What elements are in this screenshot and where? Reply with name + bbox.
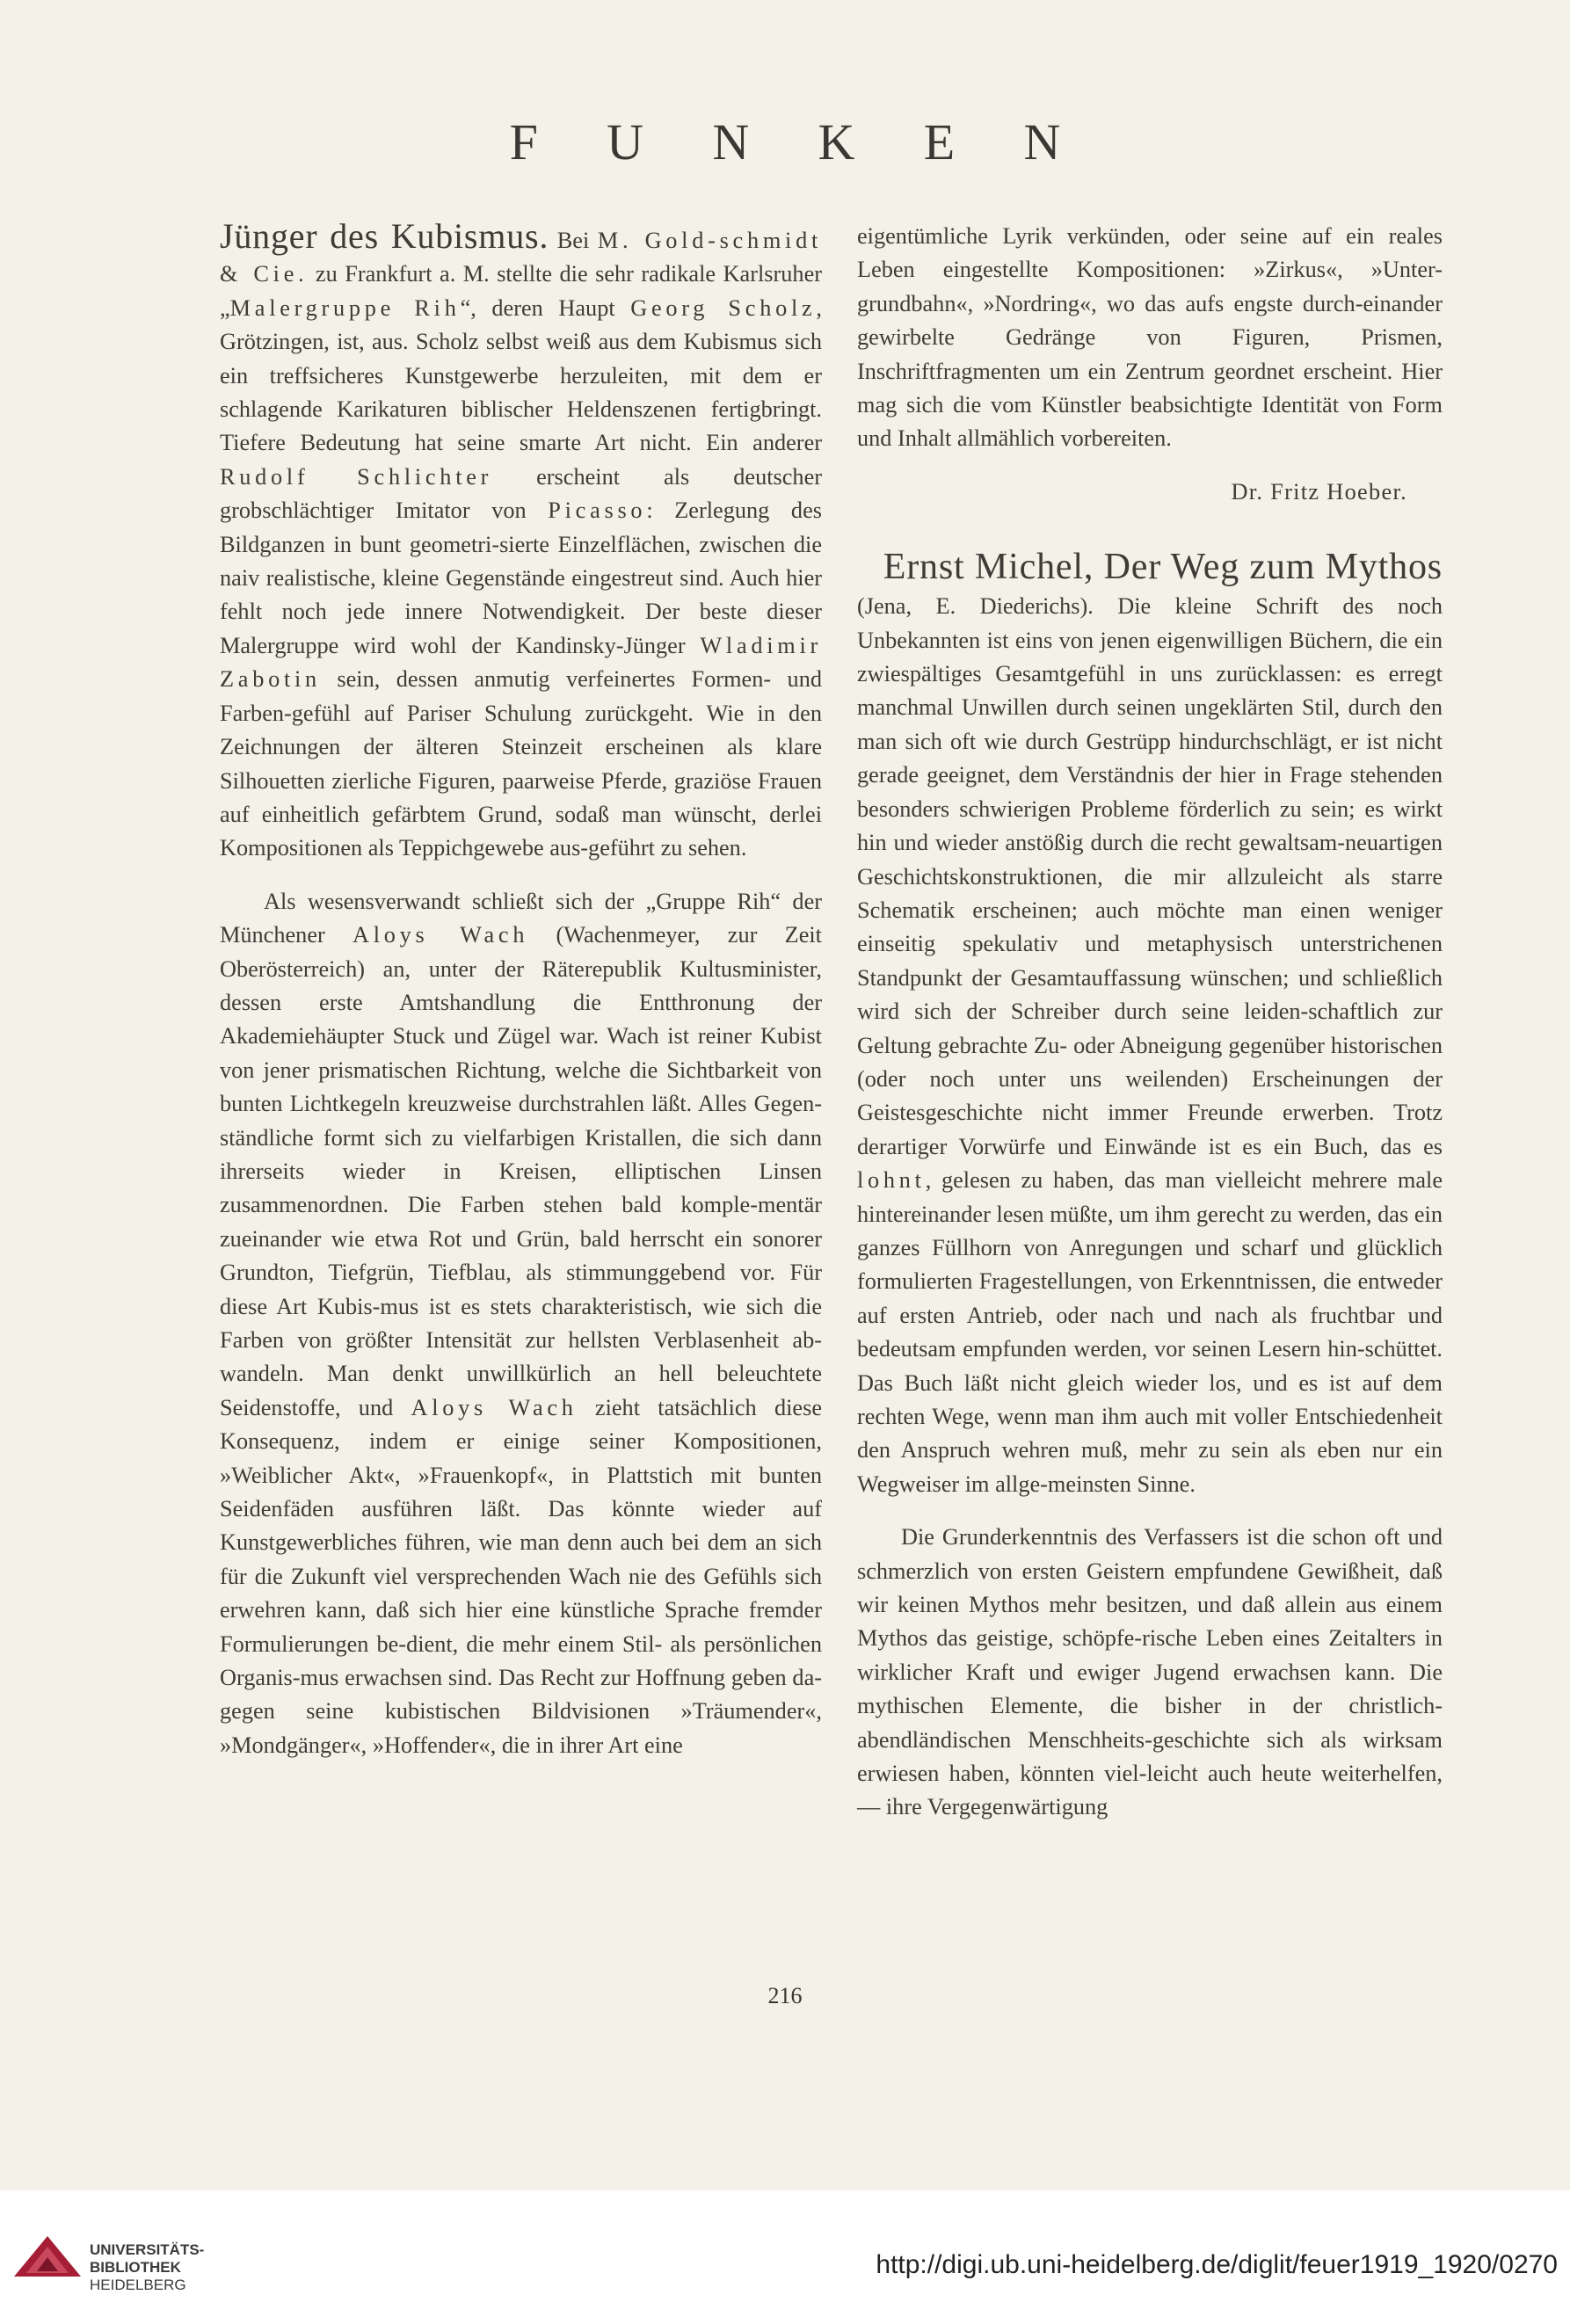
text-span: , gelesen zu haben, das man vielleicht mehrere male hintereinander lesen müßte, um ihm gerecht zu werden, das ein ganzes Füllhorn von Anregungen und scharf und glücklich formulierten Fragestellungen, von Erkenntnissen, die entweder auf ersten Antrieb, oder nach und nach als fruchtbar und bedeutsam empfunden werden, vor seinen Lesern hin-schüttet. Das Buch läßt nicht gleich wieder los, und es ist auf dem rechten Wege, wenn man ihm auch mit voller Entschiedenheit den Anspruch wehren muß, mehr zu sein als eben nur ein Wegweiser im allge-meinsten Sinne. [857, 1167, 1443, 1497]
text-span: zu Frankfurt a. M. stellte die sehr radikale Karlsruher „ [220, 261, 822, 321]
text-span: : Zerlegung des Bildganzen in bunt geometri-sierte Einzelflächen, zwischen die naiv realistische, kleine Gegenstände eingestreut sind. Auch hier fehlt noch jede innere Notwendigkeit. Der beste dieser Malergruppe wird wohl der Kandinsky-Jünger [220, 497, 822, 658]
library-name-line: HEIDELBERG [90, 2277, 186, 2293]
name-rudolf-schlichter: Rudolf Schlichter [220, 463, 493, 490]
name-wladimir-zabotin: Wladimir Zabotin [220, 632, 822, 693]
text-span: zieht tatsächlich diese Konsequenz, indem er einige seiner Kompositionen, »Weiblicher Akt«, »Frauenkopf«, in Plattstich mit bunten Seidenfäden ausführen läßt. Das könnte wieder auf Kunstgewerbliches führen, wie man denn auch bei dem an sich für die Zukunft viel versprechenden Wach nie des Gefühls sich erwehren kann, daß sich hier eine künstliche Sprache fremder Formulierungen be-dient, die mehr einem Stil- als persönlichen Organis-mus erwachsen sind. Das Recht zur Hoffnung geben da-gegen seine kubistischen Bildvisionen »Träumender«, »Mondgänger«, »Hoffender«, die in ihrer Art eine [220, 1394, 822, 1758]
left-column [220, 216, 823, 1762]
name-georg-scholz: Georg Scholz [630, 294, 817, 321]
right-column [857, 220, 1443, 1825]
text-span: Als wesensverwandt schließt sich der „Gruppe Rih“ der Münchener [220, 888, 822, 948]
text-span: “, deren Haupt [460, 294, 631, 321]
source-url-link[interactable]: http://digi.ub.uni-heidelberg.de/diglit/feuer1919_1920/0270 [876, 2250, 1558, 2279]
left-paragraph-1 [220, 216, 823, 866]
text-span: erscheint als deutscher grobschlächtiger Imitator von [220, 463, 823, 524]
library-name-line: BIBLIOTHEK [90, 2259, 181, 2276]
paragraph-gap [857, 1501, 1443, 1521]
name-aloys-wach: Aloys Wach [353, 922, 529, 948]
name-aloys-wach: Aloys Wach [411, 1394, 578, 1420]
text-span: , Grötzingen, ist, aus. Scholz selbst weiß aus dem Kubismus sich ein treffsicheres Kunstgewerbe herzuleiten, mit dem er schlagende Karikaturen biblischer Heldenszenen fertigbringt. Tiefere Bedeutung hat seine smarte Art nicht. Ein anderer [220, 294, 822, 456]
left-paragraph-2 [220, 885, 822, 1763]
library-name [90, 2241, 204, 2294]
page-number: 216 [767, 1983, 803, 2008]
name-picasso: Picasso [548, 497, 647, 524]
text-span: Bei [549, 228, 598, 253]
emphasis-lohnt: lohnt [857, 1167, 926, 1194]
right-paragraph-3: Die Grunderkenntnis des Verfassers ist die schon oft und schmerzlich von ersten Geistern empfundene Gewißheit, daß wir keinen Mythos mehr besitzen, und daß allein aus einem Mythos das geistige, schöpfe-rische Leben eines Zeitalters in wirklicher Kraft und ewiger Jugend erwachsen kann. Die mythischen Elemente, die bisher in der christlich-abendländischen Menschheits-geschichte sich als wirksam erwiesen haben, könnten viel-leicht auch heute weiterhelfen, — ihre Vergegenwärtigung [857, 1524, 1443, 1820]
right-paragraph-1: eigentümliche Lyrik verkünden, oder seine auf ein reales Leben eingestellte Kompositionen: »Zirkus«, »Unter-grundbahn«, »Nordring«, wo das aufs engste durch-einander gewirbelte Gedränge von Figuren, Prismen, Inschriftfragmenten um ein Zentrum geordnet erscheint. Hier mag sich die vom Künstler beabsichtigte Identität von Form und Inhalt allmählich vorbereiten. [857, 223, 1443, 452]
name-goldschmidt: M. Gold-schmidt & Cie. [220, 228, 822, 287]
text-span: (Wachenmeyer, zur Zeit Oberösterreich) an, unter der Räterepublik Kultusminister, dessen erste Amtshandlung die Entthronung der Akademiehäupter Stuck und Zügel war. Wach ist reiner Kubist von jener prismatischen Richtung, welche die Sichtbarkeit von bunten Lichtkegeln kreuzweise durchstrahlen läßt. Alles Gegen-ständliche formt sich zu vielfarbigen Kristallen, die sich dann ihrerseits wieder in Kreisen, elliptischen Linsen zusammenordnen. Die Farben stehen bald komple-mentär zueinander wie etwa Rot und Grün, bald herrscht ein sonorer Grundton, Tiefgrün, Tiefblau, als stimmunggebend vor. Für diese Art Kubis-mus ist es stets charakteristisch, wie sich die Farben von größter Intensität zur hellsten Verblasenheit ab-wandeln. Man denkt unwillkürlich an hell beleuchtete Seidenstoffe, und [220, 922, 822, 1420]
text-span: sein, dessen anmutig verfeinertes Formen- und Farben-gefühl auf Pariser Schulung zurückgeht. Wie in den Zeichnungen der älteren Steinzeit erscheinen als klare Silhouetten zierliche Figuren, paarweise Pferde, graziöse Frauen auf einheitlich gefärbtem Grund, sodaß man wünscht, derlei Kompositionen als Teppichgewebe aus-geführt zu sehen. [220, 666, 822, 861]
text-span: (Jena, E. Diederichs). Die kleine Schrift des noch Unbekannten ist eins von jenen eigenwilligen Büchern, die ein zwiespältiges Gesamtgefühl in uns zurücklassen: es erregt manchmal Unwillen durch seinen ungeklärten Stil, durch den man sich oft wie durch Gestrüpp hindurchschlägt, er ist nicht gerade geeignet, dem Verständnis der hier in Frage stehenden besonders schwierigen Probleme förderlich zu sein; es wirkt hin und wieder anstößig durch die recht gewaltsam-neuartigen Geschichtskonstruktionen, die mir allzuleicht als starre Schematik erscheinen; auch möchte man einen weniger einseitig spekulativ und metaphysisch unterstrichenen Standpunkt der Gesamtauffassung wünschen; und schließlich wird sich der Schreiber durch seine leiden-schaftlich zur Geltung gebrachte Zu- oder Abneigung gegenüber historischen (oder noch unter uns weilenden) Erscheinungen der Geistesgeschichte nicht immer Freunde erwerben. Trotz derartiger Vorwürfe und Einwände ist es ein Buch, das es [857, 593, 1443, 1159]
page-title: F U N K E N [509, 113, 1089, 171]
paragraph-gap [220, 866, 822, 885]
name-malergruppe-rih: Malergruppe Rih [229, 294, 461, 321]
section-heading-kubismus: Jünger des Kubismus. [220, 216, 549, 256]
right-paragraph-2 [857, 590, 1443, 1501]
author-signature: Dr. Fritz Hoeber. [1231, 478, 1407, 505]
library-logo-icon [12, 2234, 83, 2282]
footer-bar [0, 2190, 1570, 2324]
library-name-line: UNIVERSITÄTS- [90, 2241, 205, 2258]
section-heading-mythos: Ernst Michel, Der Weg zum Mythos [883, 547, 1443, 588]
